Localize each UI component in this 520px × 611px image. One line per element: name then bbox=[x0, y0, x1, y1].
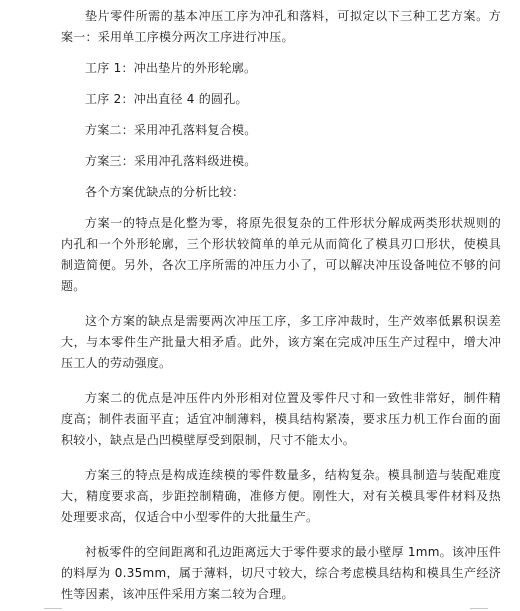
paragraph-plan-1-features: 方案一的特点是化整为零，将原先很复杂的工件形状分解成两类形状规则的内孔和一个外形轮廓，三个形状较简单的单元从而简化了模具刃口形状，使模具制造简便。另外，各次工序所需的冲压力小了，可以解决冲压设备吨位不够的问题。 bbox=[61, 216, 501, 293]
paragraph-conclusion: 衬板零件的空间距离和孔边距离远大于零件要求的最小壁厚 1mm。该冲压件的料厚为 0.35mm，属于薄料，切尺寸较大，综合考虑模具结构和模具生产经济性等因素，该冲压件采用方案二较为合理。 bbox=[61, 545, 501, 601]
paragraph-plan-3: 方案三：采用冲孔落料级进模。 bbox=[85, 154, 257, 168]
paragraph-plan-2-advantages: 方案二的优点是冲压件内外形相对位置及零件尺寸和一致性非常好，制件精度高；制件表面平直；适宜冲制薄料，模具结构紧凑，要求压力机工作台面的面积较小，缺点是凸凹模壁厚受到限制，尺寸不能太小。 bbox=[61, 391, 501, 447]
page-corner-mark-right bbox=[470, 608, 488, 609]
paragraph-plan-2: 方案二：采用冲孔落料复合模。 bbox=[85, 123, 257, 137]
paragraph-step-1: 工序 1：冲出垫片的外形轮廓。 bbox=[85, 61, 257, 75]
paragraph-intro: 垫片零件所需的基本冲压工序为冲孔和落料，可拟定以下三种工艺方案。方案一：采用单工序模分两次工序进行冲压。 bbox=[61, 9, 501, 44]
paragraph-plan-1-drawbacks: 这个方案的缺点是需要两次冲压工序，多工序冲裁时，生产效率低累积误差大，与本零件生产批量大相矛盾。此外，该方案在完成冲压生产过程中，增大冲压工人的劳动强度。 bbox=[61, 314, 501, 370]
paragraph-step-2: 工序 2：冲出直径 4 的圆孔。 bbox=[85, 92, 248, 106]
document-page bbox=[61, 6, 501, 605]
page-corner-mark-left bbox=[44, 608, 62, 609]
paragraph-plan-3-features: 方案三的特点是构成连续模的零件数量多，结构复杂。模具制造与装配难度大，精度要求高，步距控制精确，准修方便。刚性大，对有关模具零件材料及热处理要求高，仅适合中小型零件的大批量生产。 bbox=[61, 468, 501, 524]
paragraph-comparison-heading: 各个方案优缺点的分析比较： bbox=[85, 185, 245, 199]
